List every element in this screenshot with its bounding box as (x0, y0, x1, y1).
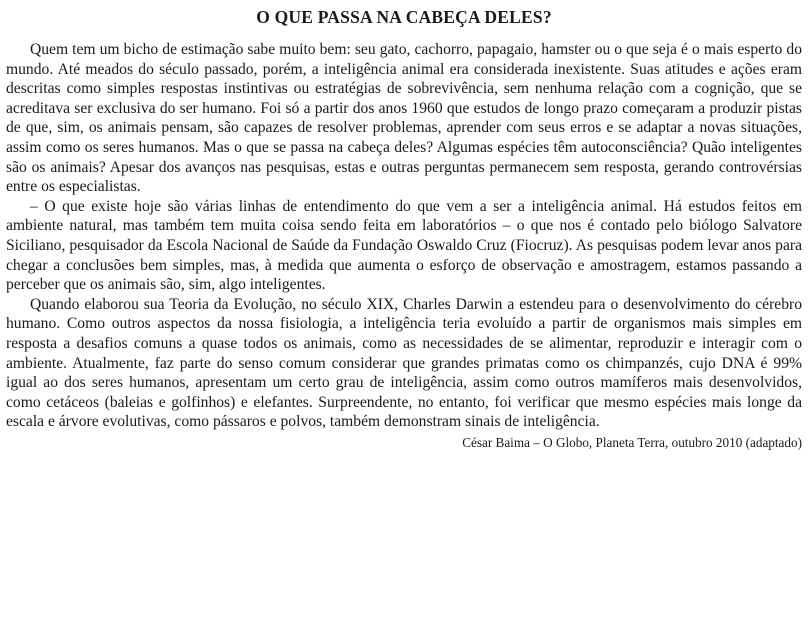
article-body (6, 40, 802, 432)
document-page (6, 6, 802, 452)
article-title: O QUE PASSA NA CABEÇA DELES? (256, 7, 552, 27)
article-source: César Baima – O Globo, Planeta Terra, outubro 2010 (adaptado) (462, 434, 802, 450)
paragraph-1: Quem tem um bicho de estimação sabe muito bem: seu gato, cachorro, papagaio, hamster ou o que seja é o mais esperto do mundo. Até meados do século passado, porém, a inteligência animal era considerada inexistente. Suas atitudes e ações eram descritas como simples respostas instintivas ou estratégias de sobrevivência, sem nenhuma relação com a cognição, que se acreditava ser exclusiva do ser humano. Foi só a partir dos anos 1960 que estudos de longo prazo começaram a produzir pistas de que, sim, os animais pensam, são capazes de resolver problemas, aprender com seus erros e se adaptar a novas situações, assim como os seres humanos. Mas o que se passa na cabeça deles? Algumas espécies têm autoconsciência? Quão inteligentes são os animais? Apesar dos avanços nas pesquisas, estas e outras perguntas permanecem sem resposta, gerando controvérsias entre os especialistas. (6, 41, 802, 196)
paragraph-3: Quando elaborou sua Teoria da Evolução, no século XIX, Charles Darwin a estendeu para o desenvolvimento do cérebro humano. Como outros aspectos da nossa fisiologia, a inteligência teria evoluído a partir de organismos mais simples em resposta a desafios comuns a quase todos os animais, como as necessidades de se alimentar, reproduzir e interagir com o ambiente. Atualmente, faz parte do senso comum considerar que grandes primatas como os chimpanzés, cujo DNA é 99% igual ao dos seres humanos, apresentam um certo grau de inteligência, assim como outros mamíferos mais desenvolvidos, como cetáceos (baleias e golfinhos) e elefantes. Surpreendente, no entanto, foi verificar que mesmo espécies mais longe da escala e árvore evolutivas, como pássaros e polvos, também demonstram sinais de inteligência. (6, 295, 802, 431)
paragraph-2: – O que existe hoje são várias linhas de entendimento do que vem a ser a inteligência animal. Há estudos feitos em ambiente natural, mas também tem muita coisa sendo feita em laboratórios – o que nos é contado pelo biólogo Salvatore Siciliano, pesquisador da Escola Nacional de Saúde da Fundação Oswaldo Cruz (Fiocruz). As pesquisas podem levar anos para chegar a conclusões bem simples, mas, à medida que aumenta o esforço de observação e amostragem, estamos passando a perceber que os animais são, sim, algo inteligentes. (6, 197, 802, 294)
